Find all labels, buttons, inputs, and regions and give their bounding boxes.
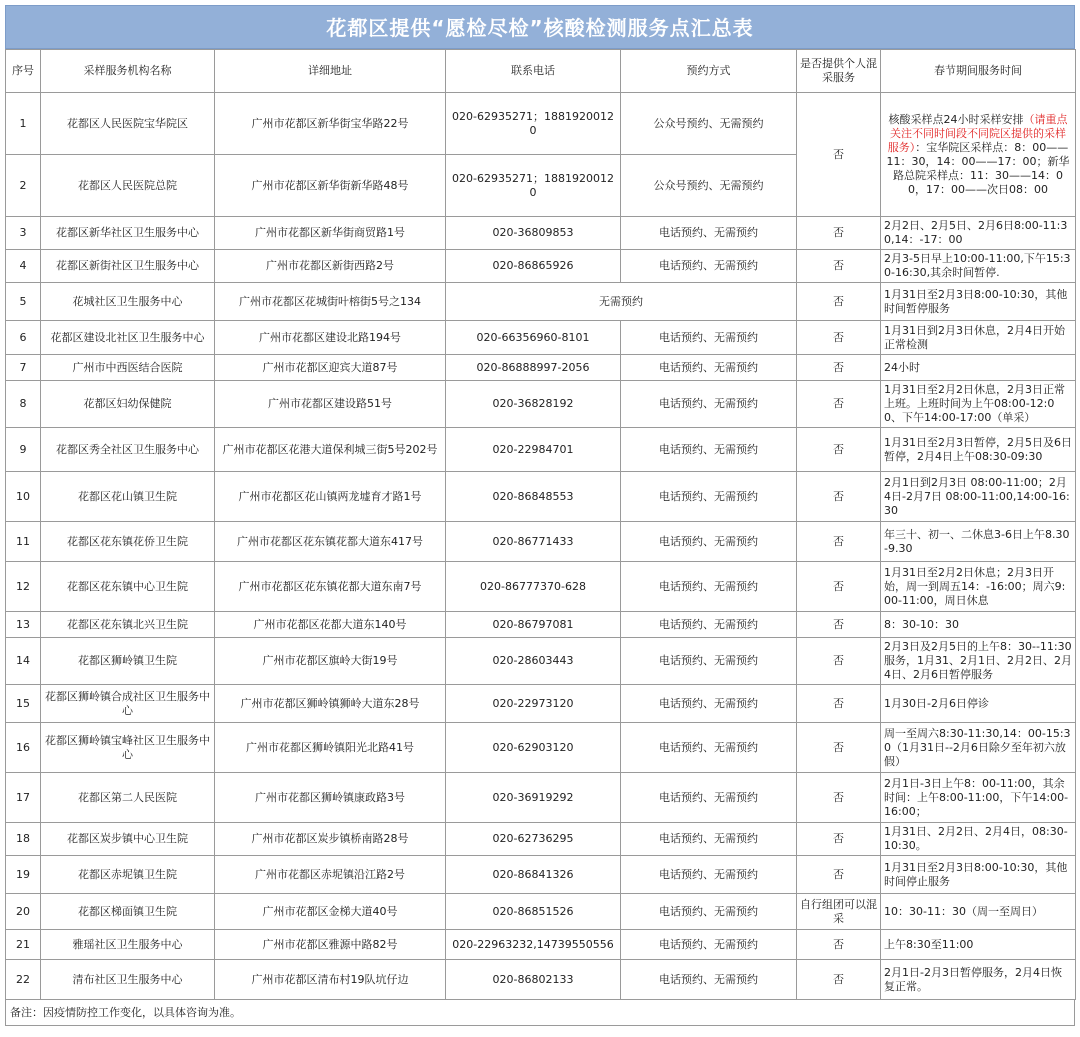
row-phone: 020-22963232,14739550556 [446, 930, 621, 960]
row-mixed: 否 [797, 472, 881, 522]
row-mixed: 否 [797, 283, 881, 321]
row-no: 10 [6, 472, 41, 522]
row-phone: 020-62935271；18819200120 [446, 93, 621, 155]
row-hours: 年三十、初一、二休息3-6日上午8.30-9.30 [881, 522, 1076, 562]
row-booking: 电话预约、无需预约 [621, 638, 797, 685]
row-name: 花都区人民医院宝华院区 [41, 93, 215, 155]
row-booking: 电话预约、无需预约 [621, 381, 797, 428]
table-row [6, 250, 1076, 283]
header-row [6, 50, 1076, 93]
row-hours: 2月1日到2月3日 08:00-11:00；2月4日-2月7日 08:00-11:00,14:00-16:30 [881, 472, 1076, 522]
row-mixed: 否 [797, 381, 881, 428]
row-name: 花都区建设北社区卫生服务中心 [41, 321, 215, 355]
row-hours: 1月31日至2月3日8:00-10:30，其他时间暂停服务 [881, 283, 1076, 321]
row-name: 花都区花东镇花侨卫生院 [41, 522, 215, 562]
row-booking: 电话预约、无需预约 [621, 773, 797, 823]
row-booking: 电话预约、无需预约 [621, 250, 797, 283]
row-phone: 020-86865926 [446, 250, 621, 283]
row-hours [881, 93, 1076, 217]
row-hours: 2月2日、2月5日、2月6日8:00-11:30,14：-17：00 [881, 217, 1076, 250]
hours-text-main: 核酸采样点24小时采样安排 [888, 112, 1024, 126]
row-hours: 1月31日至2月3日暂停，2月5日及6日暂停，2月4日上午08:30-09:30 [881, 428, 1076, 472]
row-no: 12 [6, 562, 41, 612]
row-phone: 020-62903120 [446, 723, 621, 773]
row-booking: 电话预约、无需预约 [621, 472, 797, 522]
row-name: 花都区花东镇北兴卫生院 [41, 612, 215, 638]
row-hours: 1月30日-2月6日停诊 [881, 685, 1076, 723]
row-booking: 电话预约、无需预约 [621, 428, 797, 472]
row-booking: 电话预约、无需预约 [621, 612, 797, 638]
row-name: 花都区赤坭镇卫生院 [41, 856, 215, 894]
table-row [6, 562, 1076, 612]
row-booking: 电话预约、无需预约 [621, 823, 797, 856]
row-hours: 1月31日至2月2日休息；2月3日开始，周一到周五14：-16:00；周六9:00-11:00，周日休息 [881, 562, 1076, 612]
table-row [6, 960, 1076, 1000]
row-address: 广州市花都区花山镇两龙墟育才路1号 [215, 472, 446, 522]
row-address: 广州市花都区赤坭镇沿江路2号 [215, 856, 446, 894]
row-booking: 电话预约、无需预约 [621, 217, 797, 250]
table-row [6, 217, 1076, 250]
row-no: 4 [6, 250, 41, 283]
row-address: 广州市花都区花港大道保利城三街5号202号 [215, 428, 446, 472]
row-booking: 电话预约、无需预约 [621, 321, 797, 355]
row-phone: 020-86888997-2056 [446, 355, 621, 381]
row-hours: 上午8:30至11:00 [881, 930, 1076, 960]
row-booking: 电话预约、无需预约 [621, 960, 797, 1000]
row-phone: 020-66356960-8101 [446, 321, 621, 355]
row-hours: 1月31日至2月3日8:00-10:30，其他时间停止服务 [881, 856, 1076, 894]
row-booking: 无需预约 [446, 283, 797, 321]
row-phone: 020-86771433 [446, 522, 621, 562]
summary-sheet [5, 5, 1075, 1026]
row-no: 13 [6, 612, 41, 638]
row-phone: 020-22984701 [446, 428, 621, 472]
row-phone: 020-62736295 [446, 823, 621, 856]
table-row [6, 773, 1076, 823]
row-address: 广州市花都区金梯大道40号 [215, 894, 446, 930]
row-no: 15 [6, 685, 41, 723]
row-booking: 电话预约、无需预约 [621, 522, 797, 562]
row-no: 21 [6, 930, 41, 960]
row-phone: 020-86802133 [446, 960, 621, 1000]
row-mixed: 否 [797, 960, 881, 1000]
row-address: 广州市花都区花都大道东140号 [215, 612, 446, 638]
row-address: 广州市花都区新街西路2号 [215, 250, 446, 283]
table-row [6, 522, 1076, 562]
row-address: 广州市花都区雅源中路82号 [215, 930, 446, 960]
row-phone: 020-86777370-628 [446, 562, 621, 612]
row-no: 18 [6, 823, 41, 856]
table-row [6, 472, 1076, 522]
row-phone: 020-36919292 [446, 773, 621, 823]
row-no: 7 [6, 355, 41, 381]
table-row [6, 638, 1076, 685]
row-no: 20 [6, 894, 41, 930]
row-hours: 8：30-10：30 [881, 612, 1076, 638]
row-phone: 020-36828192 [446, 381, 621, 428]
row-name: 清布社区卫生服务中心 [41, 960, 215, 1000]
table-row [6, 823, 1076, 856]
row-hours: 2月1日-2月3日暂停服务，2月4日恢复正常。 [881, 960, 1076, 1000]
row-name: 花都区第二人民医院 [41, 773, 215, 823]
row-phone: 020-86797081 [446, 612, 621, 638]
row-mixed: 否 [797, 685, 881, 723]
row-name: 广州市中西医结合医院 [41, 355, 215, 381]
row-hours: 10：30-11：30（周一至周日） [881, 894, 1076, 930]
row-phone: 020-28603443 [446, 638, 621, 685]
row-hours: 1月31日至2月2日休息，2月3日正常上班。上班时间为上午08:00-12:00、下午14:00-17:00（单采） [881, 381, 1076, 428]
row-no: 8 [6, 381, 41, 428]
table-row [6, 685, 1076, 723]
row-address: 广州市花都区花东镇花都大道东南7号 [215, 562, 446, 612]
row-address: 广州市花都区新华街宝华路22号 [215, 93, 446, 155]
row-mixed: 否 [797, 217, 881, 250]
table-title: 花都区提供“愿检尽检”核酸检测服务点汇总表 [5, 5, 1075, 49]
footnote: 备注：因疫情防控工作变化，以具体咨询为准。 [5, 1000, 1075, 1026]
row-phone: 020-86851526 [446, 894, 621, 930]
row-mixed: 否 [797, 638, 881, 685]
row-mixed: 否 [797, 930, 881, 960]
row-address: 广州市花都区狮岭镇阳光北路41号 [215, 723, 446, 773]
row-mixed: 否 [797, 355, 881, 381]
row-hours: 24小时 [881, 355, 1076, 381]
row-name: 花都区秀全社区卫生服务中心 [41, 428, 215, 472]
row-no: 2 [6, 155, 41, 217]
row-name: 花都区狮岭镇宝峰社区卫生服务中心 [41, 723, 215, 773]
row-booking: 电话预约、无需预约 [621, 723, 797, 773]
hours-text-highlight: （请重点关注不同时间段不同院区提供的采样服务） [887, 112, 1068, 154]
row-mixed: 否 [797, 823, 881, 856]
header-hours: 春节期间服务时间 [881, 50, 1076, 93]
row-no: 17 [6, 773, 41, 823]
row-no: 14 [6, 638, 41, 685]
hours-text-detail: ：宝华院区采样点：8：00——11：30，14：00——17：00；新华路总院采样点：11：30——14：00，17：00——次日08：00 [886, 140, 1070, 196]
row-name: 花都区花山镇卫生院 [41, 472, 215, 522]
row-booking: 电话预约、无需预约 [621, 685, 797, 723]
row-name: 花都区狮岭镇卫生院 [41, 638, 215, 685]
header-address: 详细地址 [215, 50, 446, 93]
header-no: 序号 [6, 50, 41, 93]
row-mixed: 否 [797, 773, 881, 823]
header-mixed: 是否提供个人混采服务 [797, 50, 881, 93]
table-row [6, 381, 1076, 428]
row-address: 广州市花都区建设路51号 [215, 381, 446, 428]
row-hours: 周一至周六8:30-11:30,14：00-15:30（1月31日--2月6日除夕至年初六放假） [881, 723, 1076, 773]
row-no: 19 [6, 856, 41, 894]
table-row [6, 428, 1076, 472]
row-name: 花都区妇幼保健院 [41, 381, 215, 428]
table-row [6, 930, 1076, 960]
row-name: 花都区人民医院总院 [41, 155, 215, 217]
row-booking: 电话预约、无需预约 [621, 856, 797, 894]
row-phone: 020-86848553 [446, 472, 621, 522]
row-name: 花都区新街社区卫生服务中心 [41, 250, 215, 283]
table-row [6, 93, 1076, 155]
row-no: 6 [6, 321, 41, 355]
row-mixed: 否 [797, 612, 881, 638]
row-name: 花都区梯面镇卫生院 [41, 894, 215, 930]
header-phone: 联系电话 [446, 50, 621, 93]
row-address: 广州市花都区旗岭大街19号 [215, 638, 446, 685]
row-mixed: 否 [797, 250, 881, 283]
row-phone: 020-86841326 [446, 856, 621, 894]
row-address: 广州市花都区炭步镇桥南路28号 [215, 823, 446, 856]
row-hours: 2月3日及2月5日的上午8：30--11:30服务，1月31、2月1日、2月2日、2月4日、2月6日暂停服务 [881, 638, 1076, 685]
row-phone: 020-22973120 [446, 685, 621, 723]
row-hours: 2月1日-3日上午8：00-11:00，其余时间：上午8:00-11:00，下午14:00-16:00； [881, 773, 1076, 823]
row-no: 16 [6, 723, 41, 773]
row-address: 广州市花都区清布村19队坑仔边 [215, 960, 446, 1000]
row-mixed: 自行组团可以混采 [797, 894, 881, 930]
table-row [6, 283, 1076, 321]
row-address: 广州市花都区新华街商贸路1号 [215, 217, 446, 250]
row-name: 花都区狮岭镇合成社区卫生服务中心 [41, 685, 215, 723]
table-row [6, 723, 1076, 773]
row-phone: 020-36809853 [446, 217, 621, 250]
row-no: 1 [6, 93, 41, 155]
row-mixed: 否 [797, 562, 881, 612]
header-booking: 预约方式 [621, 50, 797, 93]
row-booking: 电话预约、无需预约 [621, 355, 797, 381]
table-row [6, 856, 1076, 894]
row-booking: 电话预约、无需预约 [621, 894, 797, 930]
row-name: 花都区花东镇中心卫生院 [41, 562, 215, 612]
row-address: 广州市花都区新华街新华路48号 [215, 155, 446, 217]
row-phone: 020-62935271；18819200120 [446, 155, 621, 217]
row-hours: 2月3-5日早上10:00-11:00,下午15:30-16:30,其余时间暂停. [881, 250, 1076, 283]
row-mixed: 否 [797, 856, 881, 894]
table-row [6, 612, 1076, 638]
row-name: 花城社区卫生服务中心 [41, 283, 215, 321]
row-booking: 公众号预约、无需预约 [621, 155, 797, 217]
row-hours: 1月31日到2月3日休息，2月4日开始正常检测 [881, 321, 1076, 355]
row-no: 3 [6, 217, 41, 250]
row-address: 广州市花都区迎宾大道87号 [215, 355, 446, 381]
row-mixed: 否 [797, 93, 881, 217]
row-mixed: 否 [797, 723, 881, 773]
row-no: 22 [6, 960, 41, 1000]
row-address: 广州市花都区花东镇花都大道东417号 [215, 522, 446, 562]
row-booking: 电话预约、无需预约 [621, 930, 797, 960]
row-address: 广州市花都区狮岭镇狮岭大道东28号 [215, 685, 446, 723]
row-no: 11 [6, 522, 41, 562]
table-row [6, 321, 1076, 355]
row-mixed: 否 [797, 321, 881, 355]
table-row [6, 894, 1076, 930]
row-name: 雅瑶社区卫生服务中心 [41, 930, 215, 960]
table-row [6, 355, 1076, 381]
service-points-table [5, 49, 1076, 1000]
row-booking: 公众号预约、无需预约 [621, 93, 797, 155]
row-booking: 电话预约、无需预约 [621, 562, 797, 612]
row-hours: 1月31日、2月2日、2月4日，08:30-10:30。 [881, 823, 1076, 856]
row-name: 花都区炭步镇中心卫生院 [41, 823, 215, 856]
row-mixed: 否 [797, 428, 881, 472]
row-address: 广州市花都区狮岭镇康政路3号 [215, 773, 446, 823]
header-name: 采样服务机构名称 [41, 50, 215, 93]
row-no: 5 [6, 283, 41, 321]
row-address: 广州市花都区建设北路194号 [215, 321, 446, 355]
row-name: 花都区新华社区卫生服务中心 [41, 217, 215, 250]
row-address: 广州市花都区花城街叶榕街5号之134 [215, 283, 446, 321]
row-mixed: 否 [797, 522, 881, 562]
row-no: 9 [6, 428, 41, 472]
